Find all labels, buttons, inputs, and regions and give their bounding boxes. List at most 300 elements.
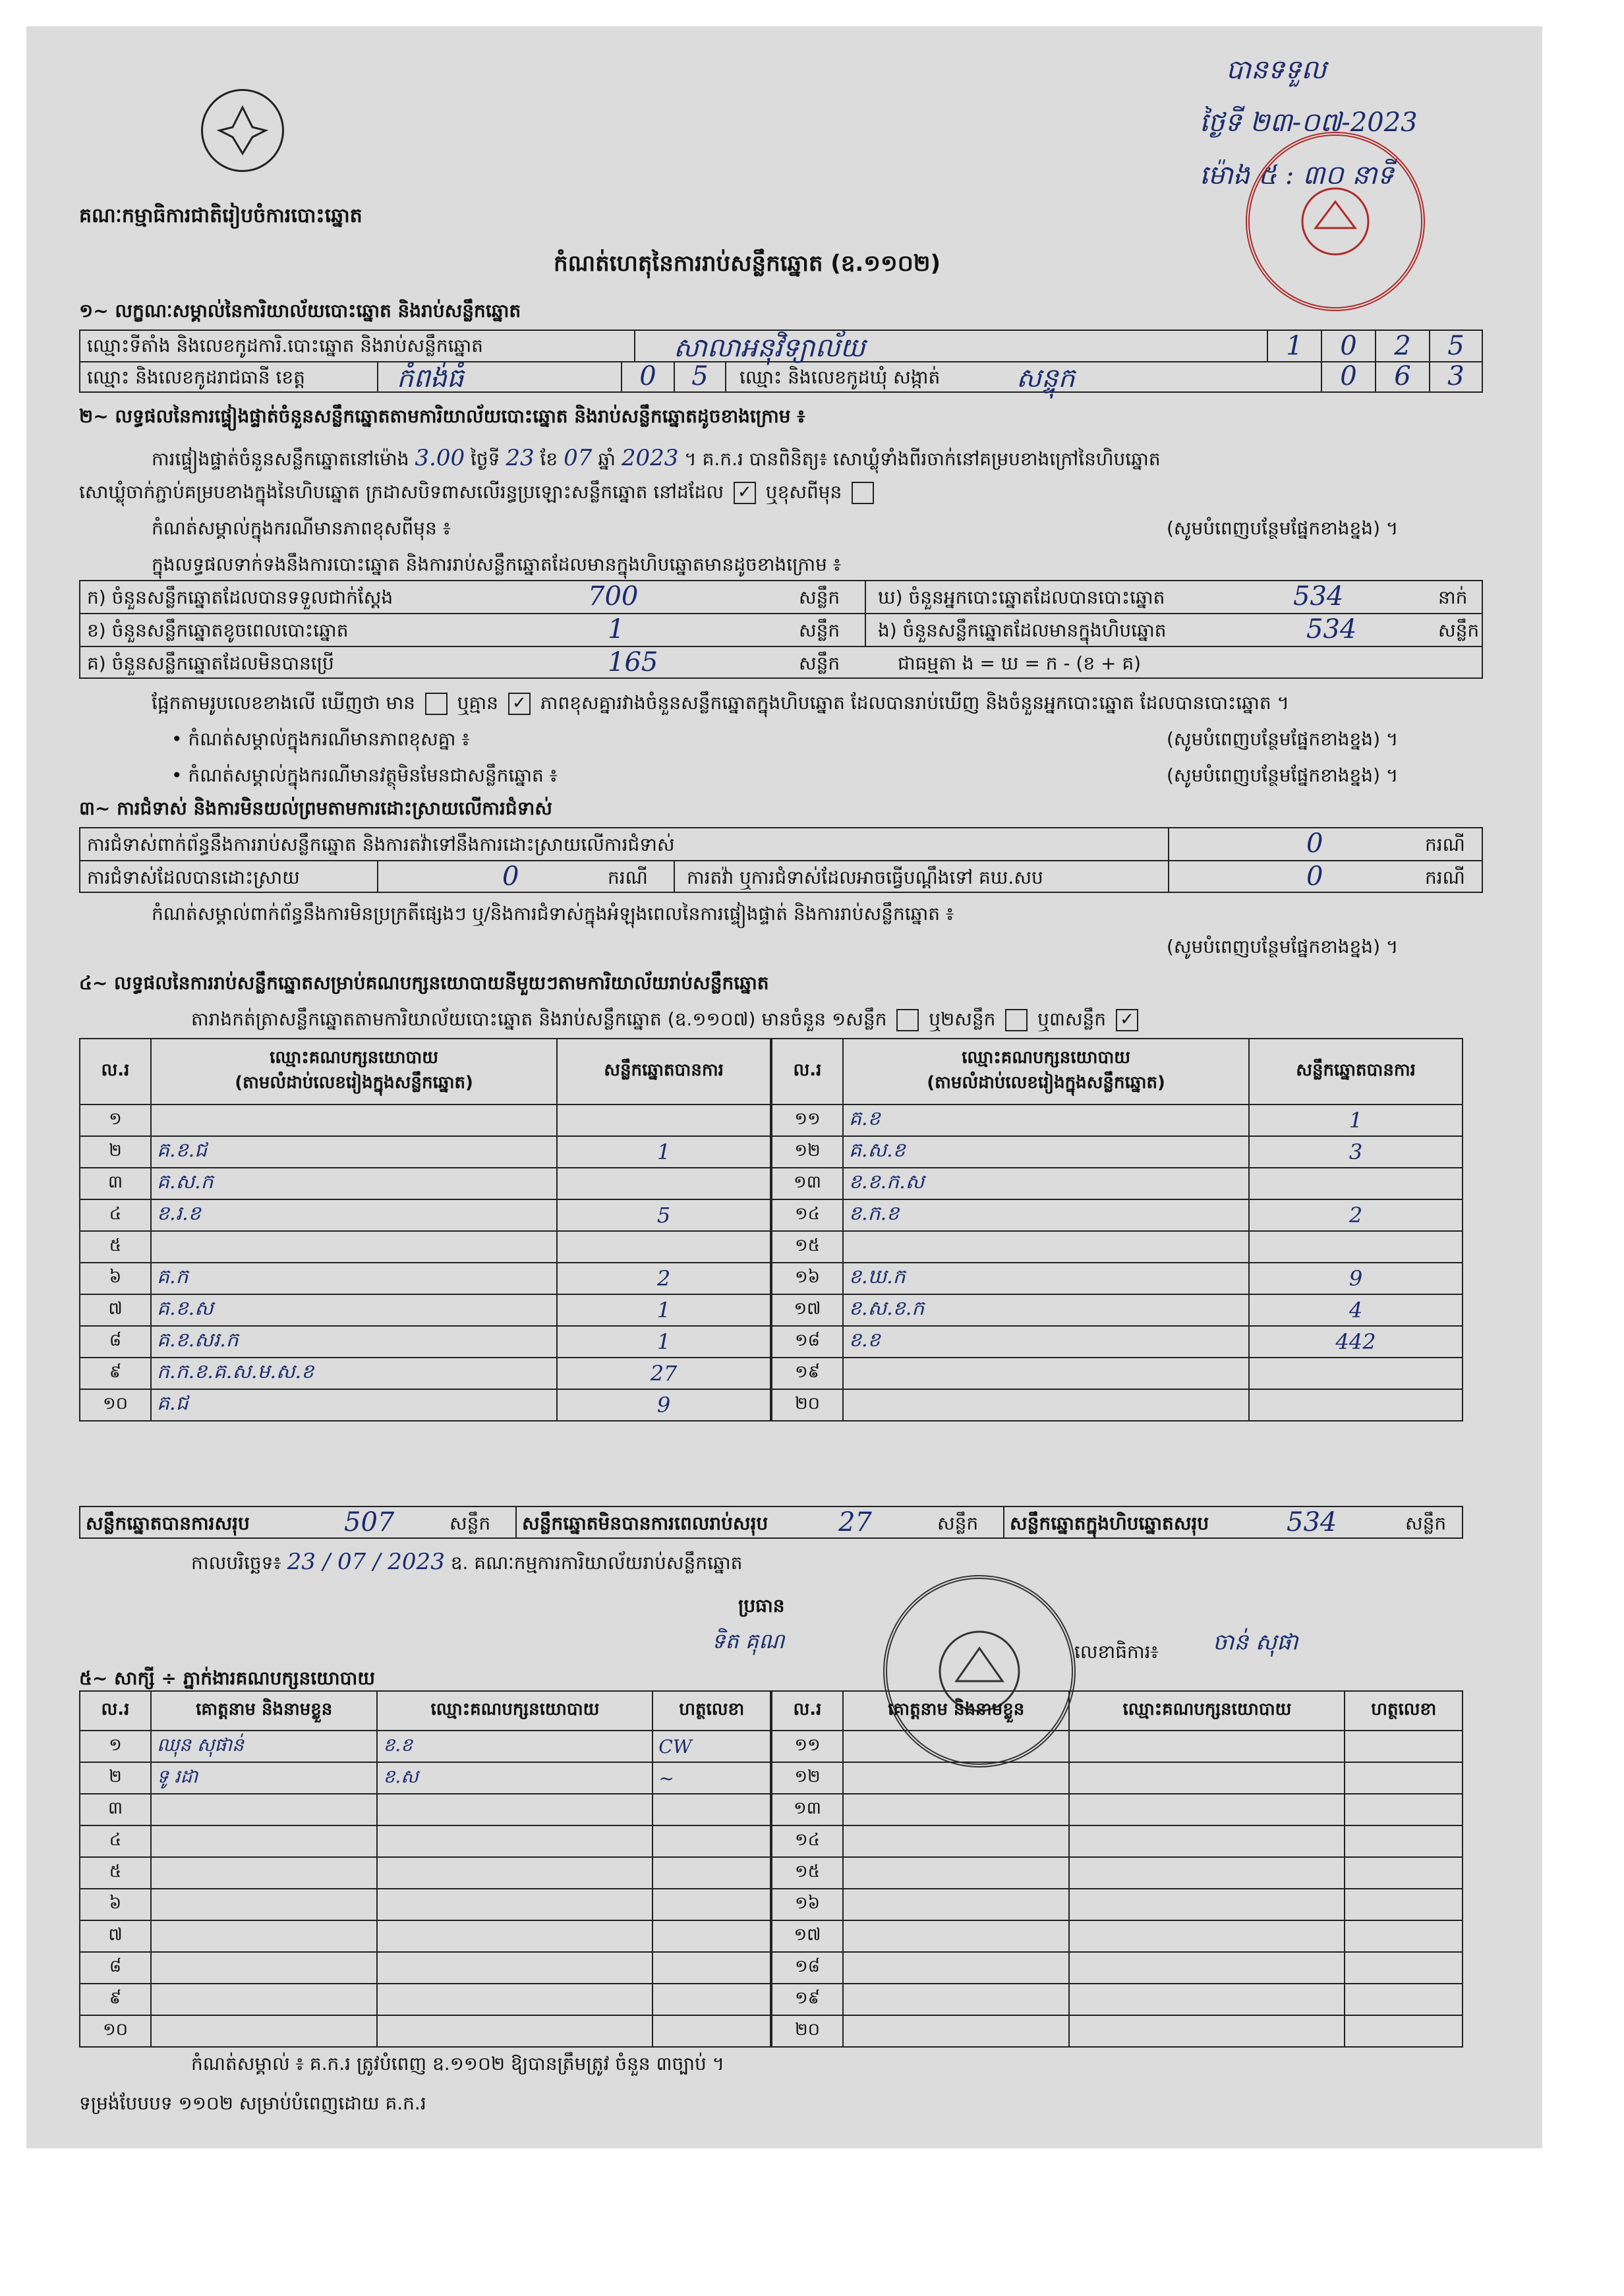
result-left-votes <box>557 1105 770 1136</box>
witness-no: ១៣ <box>772 1794 843 1825</box>
result-right-votes <box>1249 1358 1463 1389</box>
result-right-party <box>843 1358 1249 1389</box>
result-left-no: ១ <box>80 1105 151 1136</box>
table-row <box>772 1389 1463 1421</box>
result-right-votes: 1 <box>1249 1105 1463 1136</box>
s2-counts-table <box>79 580 1483 679</box>
table-row <box>772 1105 1463 1136</box>
s1-row2-value2: សន្ទុក <box>1016 363 1075 393</box>
witness-name <box>151 1794 377 1825</box>
s3-table <box>79 827 1483 893</box>
witness-signature <box>652 2015 770 2047</box>
count-a-label: ក) ចំនួនសន្លឹកឆ្នោតដែលបានទទួលជាក់ស្តែង <box>87 587 393 608</box>
result-right-votes <box>1249 1231 1463 1263</box>
witness-signature <box>1345 1952 1463 1984</box>
count-b-unit: សន្លឹក <box>799 619 840 641</box>
result-left-votes: 9 <box>557 1389 770 1421</box>
diff-yes-checkbox[interactable] <box>425 693 448 715</box>
result-right-no: ១៧ <box>772 1294 843 1326</box>
table-row <box>80 1199 770 1231</box>
table-row <box>80 1952 770 1984</box>
result-right-no: ១៣ <box>772 1168 843 1199</box>
s1-code-2: 0 <box>1321 331 1375 361</box>
table-row <box>772 1762 1463 1794</box>
total-box-unit: សន្លឹក <box>1405 1512 1447 1534</box>
res-right-col-votes: សន្លឹកឆ្នោតបានការ <box>1249 1039 1463 1105</box>
witness-party <box>377 1889 652 1920</box>
s2-line2-text: សោឃ្លុំចាក់ភ្ជាប់គម្របខាងក្នុងនៃហិបឆ្នោត ក្រដាសបិទពាសលើរន្ធប្រឡោះសន្លឹកឆ្នោត នៅដដែល <box>79 481 724 503</box>
secretary-label: លេខាធិការ៖ <box>1074 1641 1159 1663</box>
result-right-party: ខ.ឃ.ក <box>843 1263 1249 1294</box>
witness-name <box>843 1984 1069 2015</box>
received-note-1: បានទទួល <box>1226 55 1327 85</box>
witness-signature <box>1345 1762 1463 1794</box>
s3-r1-value: 0 <box>1306 828 1323 859</box>
result-right-no: ១៩ <box>772 1358 843 1389</box>
wit-right-col-no: ល.រ <box>772 1691 843 1731</box>
count-c-value: 165 <box>608 647 658 677</box>
table-row <box>80 1136 770 1168</box>
witness-signature <box>652 1857 770 1889</box>
table-row <box>772 1358 1463 1389</box>
s2-note2: • កំណត់សម្គាល់ក្នុងករណីមានវត្ថុមិនមែនជាសន្លឹកឆ្នោត ៖ <box>171 764 558 786</box>
witness-name <box>151 1920 377 1952</box>
witness-party <box>1069 1794 1345 1825</box>
witness-party <box>377 1952 652 1984</box>
result-left-no: ១០ <box>80 1389 151 1421</box>
s2-month: 07 <box>564 445 593 471</box>
result-left-no: ២ <box>80 1136 151 1168</box>
two-sheet-checkbox[interactable] <box>1005 1009 1028 1031</box>
s1-row2-label2: ឈ្មោះ និងលេខកូដឃុំ សង្កាត់ <box>740 366 941 388</box>
result-right-party: ខ.ក.ខ <box>843 1199 1249 1231</box>
res-left-col-no: ល.រ <box>80 1039 151 1105</box>
result-right-votes: 4 <box>1249 1294 1463 1326</box>
total-invalid-label: សន្លឹកឆ្នោតមិនបានការពេលរាប់សរុប <box>522 1512 768 1534</box>
witness-signature <box>1345 2015 1463 2047</box>
result-left-party <box>151 1231 557 1263</box>
wit-right-col-sig: ហត្ថលេខា <box>1345 1691 1463 1731</box>
form-title: កំណត់ហេតុនៃការរាប់សន្លឹកឆ្នោត (ឧ.១១០២) <box>554 250 941 277</box>
witness-name <box>843 1794 1069 1825</box>
s2-line4: ក្នុងលទ្ធផលទាក់ទងនឹងការបោះឆ្នោត និងការរាប់សន្លឹកឆ្នោតដែលមានក្នុងហិបឆ្នោតមានដូចខាងក្រោម ៖ <box>152 554 842 575</box>
result-right-party <box>843 1389 1249 1421</box>
witness-signature <box>1345 1889 1463 1920</box>
result-right-votes <box>1249 1168 1463 1199</box>
result-left-votes: 1 <box>557 1326 770 1358</box>
wit-left-col-sig: ហត្ថលេខា <box>652 1691 770 1731</box>
wit-left-col-name: គោត្តនាម និងនាមខ្លួន <box>151 1691 377 1731</box>
count-d-label: ឃ) ចំនួនអ្នកបោះឆ្នោតដែលបានបោះឆ្នោត <box>878 587 1165 608</box>
count-b-value: 1 <box>608 614 625 645</box>
table-row <box>772 1731 1463 1762</box>
s1-commune-code-1: 0 <box>1321 361 1375 391</box>
count-e-value: 534 <box>1306 614 1357 645</box>
table-row <box>80 1825 770 1857</box>
witness-party <box>1069 1762 1345 1794</box>
result-left-no: ៨ <box>80 1326 151 1358</box>
witness-party <box>1069 2015 1345 2047</box>
table-row <box>80 1326 770 1358</box>
s2-line1-a: ការផ្ទៀងផ្ទាត់ចំនួនសន្លឹកឆ្នោតនៅម៉ោង <box>152 448 409 470</box>
witness-party <box>1069 1889 1345 1920</box>
s3-r2b-value: 0 <box>1306 861 1323 892</box>
witness-name <box>843 1920 1069 1952</box>
result-right-party: គ.ស.ខ <box>843 1136 1249 1168</box>
witness-no: ១៩ <box>772 1984 843 2015</box>
witness-party <box>1069 1731 1345 1762</box>
date-label: កាលបរិច្ឆេទ៖ <box>191 1552 281 1574</box>
result-left-party: គ.ជ <box>151 1389 557 1421</box>
s3-r2-case: ករណី <box>608 867 648 888</box>
witness-signature <box>1345 1920 1463 1952</box>
witness-table-right <box>771 1690 1463 2048</box>
s2-line1 <box>152 445 1161 472</box>
result-left-votes: 2 <box>557 1263 770 1294</box>
footer-note: កំណត់សម្គាល់ ៖ គ.ក.រ ត្រូវបំពេញ ឧ.១១០២ ឱ្យបានត្រឹមត្រូវ ចំនួន ៣ច្បាប់ ។ <box>191 2053 725 2075</box>
result-right-no: ១១ <box>772 1105 843 1136</box>
table-row <box>772 1168 1463 1199</box>
result-right-no: ១៨ <box>772 1326 843 1358</box>
count-e-unit: សន្លឹក <box>1438 619 1480 641</box>
s2-line1-c: ខែ <box>540 448 558 470</box>
witness-name <box>843 1731 1069 1762</box>
witness-no: ៩ <box>80 1984 151 2015</box>
result-right-no: ២០ <box>772 1389 843 1421</box>
table-row <box>80 1294 770 1326</box>
s4-intro <box>191 1008 1142 1031</box>
witness-name <box>843 1952 1069 1984</box>
table-row <box>772 1889 1463 1920</box>
res-right-col-party <box>843 1039 1249 1105</box>
s2-compare-c: ភាពខុសគ្នារវាងចំនួនសន្លឹកឆ្នោតក្នុងហិបឆ្នោត ដែលបានរាប់ឃើញ និងចំនួនអ្នកបោះឆ្នោត ដែលបានបោះឆ្នោត ។ <box>540 692 1289 714</box>
table-row <box>80 1389 770 1421</box>
three-sheet-checkbox[interactable]: ✓ <box>1116 1009 1138 1031</box>
witness-no: ១៤ <box>772 1825 843 1857</box>
table-row <box>772 1231 1463 1263</box>
s2-year: 2023 <box>621 445 679 471</box>
s1-row1-label: ឈ្មោះទីតាំង និងលេខកូដការិ.បោះឆ្នោត និងរាប់សន្លឹកឆ្នោត <box>87 335 483 357</box>
s2-time: 3.00 <box>415 445 465 471</box>
witness-party: ខ.ខ <box>377 1731 652 1762</box>
table-row <box>772 1920 1463 1952</box>
witness-party <box>1069 1857 1345 1889</box>
result-left-party: គ.ខ.ស <box>151 1294 557 1326</box>
footer-form-code: ទម្រង់បែបបទ ១១០២ សម្រាប់បំពេញដោយ គ.ក.រ <box>79 2092 426 2114</box>
witness-signature <box>652 1920 770 1952</box>
witness-no: ១០ <box>80 2015 151 2047</box>
s2-day: 23 <box>506 445 535 471</box>
witness-signature <box>1345 1984 1463 2015</box>
s1-table <box>79 330 1483 393</box>
s1-code-3: 2 <box>1375 331 1429 361</box>
s2-fill-note-1: (សូមបំពេញបន្ថែមផ្នែកខាងខ្នង) ។ <box>1167 517 1399 539</box>
s2-note1: • កំណត់សម្គាល់ក្នុងករណីមានភាពខុសគ្នា ៖ <box>171 728 470 750</box>
witness-name <box>151 1889 377 1920</box>
witness-name: ទូ រដា <box>151 1762 377 1794</box>
s3-r1-case: ករណី <box>1425 834 1465 855</box>
witness-signature: CW <box>652 1731 770 1762</box>
witness-no: ១២ <box>772 1762 843 1794</box>
s2-title: ២~ លទ្ធផលនៃការផ្ទៀងផ្ទាត់ចំនួនសន្លឹកឆ្នោតតាមការិយាល័យបោះឆ្នោត និងរាប់សន្លឹកឆ្នោតដូចខាងក្រោម ៖ <box>79 405 805 427</box>
s4-date-line <box>191 1549 742 1576</box>
result-left-no: ៥ <box>80 1231 151 1263</box>
res-left-col-party <box>151 1039 557 1105</box>
wit-right-col-party: ឈ្មោះគណបក្សនយោបាយ <box>1069 1691 1345 1731</box>
total-valid-unit: សន្លឹក <box>450 1512 491 1534</box>
res-left-col-party-title: ឈ្មោះគណបក្សនយោបាយ <box>270 1048 439 1068</box>
result-right-party <box>843 1231 1249 1263</box>
s3-r2b-case: ករណី <box>1425 867 1465 888</box>
count-c-label: គ) ចំនួនសន្លឹកឆ្នោតដែលមិនបានប្រើ <box>87 652 334 674</box>
witness-signature <box>652 1825 770 1857</box>
witness-party <box>377 1920 652 1952</box>
witness-no: ៨ <box>80 1952 151 1984</box>
result-right-no: ១២ <box>772 1136 843 1168</box>
result-left-party: គ.ខ.សរ.ក <box>151 1326 557 1358</box>
s2-line1-b: ថ្ងៃទី <box>470 448 500 470</box>
s3-fill-note: (សូមបំពេញបន្ថែមផ្នែកខាងខ្នង) ។ <box>1167 936 1399 958</box>
witness-signature <box>1345 1857 1463 1889</box>
witness-name <box>843 1889 1069 1920</box>
table-row <box>80 1857 770 1889</box>
s4-results-tables <box>79 1038 1463 1418</box>
table-row <box>80 2015 770 2047</box>
witness-signature <box>1345 1825 1463 1857</box>
witness-no: ៤ <box>80 1825 151 1857</box>
s5-title: ៥~ សាក្សី ÷ ភ្នាក់ងារគណបក្សនយោបាយ <box>79 1667 375 1689</box>
witness-party: ខ.ស <box>377 1762 652 1794</box>
witness-no: ១៨ <box>772 1952 843 1984</box>
result-left-no: ៩ <box>80 1358 151 1389</box>
witness-no: ៧ <box>80 1920 151 1952</box>
red-seal-stamp <box>1246 132 1425 311</box>
count-b-label: ខ) ចំនួនសន្លឹកឆ្នោតខូចពេលបោះឆ្នោត <box>87 619 349 641</box>
witness-signature <box>652 1984 770 2015</box>
table-row <box>772 1136 1463 1168</box>
table-row <box>80 1762 770 1794</box>
s2-line2-yes: ឬខុសពីមុន <box>765 481 842 503</box>
count-c-unit: សន្លឹក <box>799 652 840 674</box>
s1-province-code-2: 5 <box>674 361 726 391</box>
s1-title: ១~ លក្ខណៈសម្គាល់នៃការិយាល័យបោះឆ្នោត និងរាប់សន្លឹកឆ្នោត <box>79 300 521 322</box>
witness-no: ៣ <box>80 1794 151 1825</box>
s1-commune-code-3: 3 <box>1429 361 1482 391</box>
total-invalid: 27 <box>838 1507 872 1537</box>
received-note-2: ថ្ងៃទី ២៣-០៧-2023 <box>1200 107 1418 138</box>
diff-no-checkbox[interactable]: ✓ <box>508 693 531 715</box>
s2-same-checkbox[interactable]: ✓ <box>734 482 756 504</box>
s4-intro-b: ឬ២សន្លឹក <box>929 1008 996 1030</box>
total-valid-label: សន្លឹកឆ្នោតបានការសរុប <box>86 1512 250 1534</box>
count-d-unit: នាក់ <box>1438 587 1468 608</box>
table-row <box>772 1825 1463 1857</box>
table-row <box>772 1294 1463 1326</box>
result-right-no: ១៥ <box>772 1231 843 1263</box>
result-right-votes <box>1249 1389 1463 1421</box>
res-right-col-no: ល.រ <box>772 1039 843 1105</box>
witness-signature <box>652 1794 770 1825</box>
result-left-party: ក.ក.ខ.គ.ស.ម.ស.ខ <box>151 1358 557 1389</box>
s1-row1-value: សាលាអនុវិទ្យាល័យ <box>674 333 865 363</box>
table-row <box>80 1263 770 1294</box>
table-row <box>80 1358 770 1389</box>
s2-compare <box>152 692 1289 715</box>
table-row <box>772 1794 1463 1825</box>
witness-party <box>1069 1984 1345 2015</box>
table-row <box>772 1326 1463 1358</box>
witness-no: ២ <box>80 1762 151 1794</box>
result-left-votes: 27 <box>557 1358 770 1389</box>
witness-party <box>1069 1952 1345 1984</box>
count-d-value: 534 <box>1293 581 1344 612</box>
s2-fill-note-2: (សូមបំពេញបន្ថែមផ្នែកខាងខ្នង) ។ <box>1167 728 1399 750</box>
s5-witness-tables <box>79 1690 1463 2040</box>
witness-party <box>377 1984 652 2015</box>
result-left-party: គ.ស.ក <box>151 1168 557 1199</box>
total-box-label: សន្លឹកឆ្នោតក្នុងហិបឆ្នោតសរុប <box>1010 1512 1209 1534</box>
emblem-icon <box>201 89 284 172</box>
witness-no: ៥ <box>80 1857 151 1889</box>
table-row <box>772 1199 1463 1231</box>
s2-line3: កំណត់សម្គាល់ក្នុងករណីមានភាពខុសពីមុន ៖ <box>152 517 451 539</box>
total-invalid-unit: សន្លឹក <box>937 1512 979 1534</box>
witness-signature: ~ <box>652 1762 770 1794</box>
witness-no: ២០ <box>772 2015 843 2047</box>
result-left-no: ៦ <box>80 1263 151 1294</box>
table-row <box>80 1731 770 1762</box>
one-sheet-checkbox[interactable] <box>896 1009 919 1031</box>
s1-row2-value: កំពង់ធំ <box>397 363 464 393</box>
res-right-col-party-sub: (តាមលំដាប់លេខរៀងក្នុងសន្លឹកឆ្នោត) <box>927 1073 1165 1093</box>
wit-left-col-party: ឈ្មោះគណបក្សនយោបាយ <box>377 1691 652 1731</box>
table-row <box>80 1794 770 1825</box>
witness-no: ១៧ <box>772 1920 843 1952</box>
table-row <box>772 1857 1463 1889</box>
witness-party <box>377 1794 652 1825</box>
result-left-party: គ.ខ.ជ <box>151 1136 557 1168</box>
s1-commune-code-2: 6 <box>1375 361 1429 391</box>
received-note-3: ម៉ោង ៥ : ៣០ នាទី <box>1200 160 1394 190</box>
wit-left-col-no: ល.រ <box>80 1691 151 1731</box>
witness-table-left <box>79 1690 771 2048</box>
witness-no: ១ <box>80 1731 151 1762</box>
s4-totals <box>79 1506 1463 1539</box>
results-table-left <box>79 1038 771 1421</box>
witness-name <box>151 1952 377 1984</box>
result-left-votes: 1 <box>557 1136 770 1168</box>
result-left-party: គ.ក <box>151 1263 557 1294</box>
result-right-party: ខ.ស.ខ.ក <box>843 1294 1249 1326</box>
chair-signature: ទិត គុណ <box>712 1628 785 1653</box>
witness-name <box>843 2015 1069 2047</box>
s3-r2-label: ការជំទាស់ដែលបានដោះស្រាយ <box>87 867 300 888</box>
witness-signature <box>1345 1731 1463 1762</box>
secretary-signature: ចាន់ សុផា <box>1213 1629 1298 1655</box>
date-tail: ឧ. គណៈកម្មការការិយាល័យរាប់សន្លឹកឆ្នោត <box>450 1552 743 1574</box>
witness-signature <box>1345 1794 1463 1825</box>
table-row <box>80 1168 770 1199</box>
result-right-no: ១៤ <box>772 1199 843 1231</box>
table-row <box>772 2015 1463 2047</box>
s2-compare-b: ឬគ្មាន <box>457 692 498 714</box>
chair-label: ប្រធាន <box>738 1595 785 1617</box>
result-left-votes: 1 <box>557 1294 770 1326</box>
s3-r1-label: ការជំទាស់ពាក់ព័ន្ធនឹងការរាប់សន្លឹកឆ្នោត និងការតវ៉ាទៅនឹងការដោះស្រាយលើការជំទាស់ <box>87 834 675 855</box>
res-right-col-party-title: ឈ្មោះគណបក្សនយោបាយ <box>962 1048 1131 1068</box>
result-right-votes: 2 <box>1249 1199 1463 1231</box>
result-right-votes: 3 <box>1249 1136 1463 1168</box>
total-valid: 507 <box>344 1507 395 1537</box>
result-right-party: ខ.ខ.ក.ស <box>843 1168 1249 1199</box>
witness-party <box>377 1857 652 1889</box>
witness-name <box>151 1984 377 2015</box>
s3-r2-value: 0 <box>502 861 519 892</box>
s2-compare-a: ផ្អែកតាមរូបលេខខាងលើ ឃើញថា មាន <box>152 692 415 714</box>
witness-signature <box>652 1952 770 1984</box>
witness-party <box>377 1825 652 1857</box>
s2-fill-note-3: (សូមបំពេញបន្ថែមផ្នែកខាងខ្នង) ។ <box>1167 764 1399 786</box>
witness-no: ៦ <box>80 1889 151 1920</box>
result-left-party: ខ.រ.ខ <box>151 1199 557 1231</box>
witness-signature <box>652 1889 770 1920</box>
res-left-col-party-sub: (តាមលំដាប់លេខរៀងក្នុងសន្លឹកឆ្នោត) <box>235 1073 473 1093</box>
table-row <box>772 1263 1463 1294</box>
count-e-label: ង) ចំនួនសន្លឹកឆ្នោតដែលមានក្នុងហិបឆ្នោត <box>878 619 1167 641</box>
witness-party <box>1069 1920 1345 1952</box>
table-row <box>772 1952 1463 1984</box>
s4-title: ៤~ លទ្ធផលនៃការរាប់សន្លឹកឆ្នោតសម្រាប់គណបក្សនយោបាយនីមួយៗតាមការិយាល័យរាប់សន្លឹកឆ្នោត <box>79 972 769 994</box>
witness-no: ១៥ <box>772 1857 843 1889</box>
s4-intro-c: ឬ៣សន្លឹក <box>1037 1008 1107 1030</box>
date-value: 23 / 07 / 2023 <box>287 1549 445 1575</box>
s2-line1-e: ។ គ.ក.រ បានពិនិត្យ៖ សោឃ្លុំទាំងពីរចាក់នៅគម្របខាងក្រៅនៃហិបឆ្នោត <box>684 448 1161 470</box>
witness-party <box>377 2015 652 2047</box>
witness-name <box>151 1825 377 1857</box>
s3-r2b-label: ការតវ៉ា ឬការជំទាស់ដែលអាចធ្វើបណ្តឹងទៅ គឃ.សប <box>687 867 1043 888</box>
count-a-value: 700 <box>588 581 639 612</box>
form-sheet <box>26 26 1542 2148</box>
total-box: 534 <box>1287 1507 1337 1537</box>
result-right-votes: 442 <box>1249 1326 1463 1358</box>
s3-title: ៣~ ការជំទាស់ និងការមិនយល់ព្រមតាមការដោះស្រាយលើការជំទាស់ <box>79 797 552 819</box>
result-left-votes <box>557 1231 770 1263</box>
res-left-col-votes: សន្លឹកឆ្នោតបានការ <box>557 1039 770 1105</box>
s2-line1-d: ឆ្នាំ <box>598 448 616 470</box>
s2-line2 <box>79 481 878 504</box>
result-left-no: ៧ <box>80 1294 151 1326</box>
witness-no: ១៦ <box>772 1889 843 1920</box>
count-formula: ជាធម្មតា ង = ឃ = ក - (ខ + គ) <box>898 652 1142 674</box>
result-right-party: ខ.ខ <box>843 1326 1249 1358</box>
s4-intro-a: តារាងកត់ត្រាសន្លឹកឆ្នោតតាមការិយាល័យបោះឆ្នោត និងរាប់សន្លឹកឆ្នោត (ឧ.១១០៧) មានចំនួន ១សន្លឹក <box>191 1008 887 1030</box>
witness-no: ១១ <box>772 1731 843 1762</box>
s2-different-checkbox[interactable] <box>852 482 874 504</box>
result-left-votes <box>557 1168 770 1199</box>
result-right-no: ១៦ <box>772 1263 843 1294</box>
table-row <box>772 1984 1463 2015</box>
witness-name <box>843 1825 1069 1857</box>
witness-name: ឈុន សុផាន់ <box>151 1731 377 1762</box>
table-row <box>80 1105 770 1136</box>
table-row <box>80 1984 770 2015</box>
result-right-votes: 9 <box>1249 1263 1463 1294</box>
witness-party <box>1069 1825 1345 1857</box>
s3-note: កំណត់សម្គាល់ពាក់ព័ន្ធនឹងការមិនប្រក្រតីផ្សេងៗ ឬ/និងការជំទាស់ក្នុងអំឡុងពេលនៃការផ្ទៀងផ្ទាត់ និងការរាប់សន្លឹកឆ្នោត ៖ <box>152 903 954 925</box>
witness-name <box>151 2015 377 2047</box>
count-a-unit: សន្លឹក <box>799 587 840 608</box>
org-name: គណៈកម្មាធិការជាតិរៀបចំការបោះឆ្នោត <box>79 204 362 227</box>
